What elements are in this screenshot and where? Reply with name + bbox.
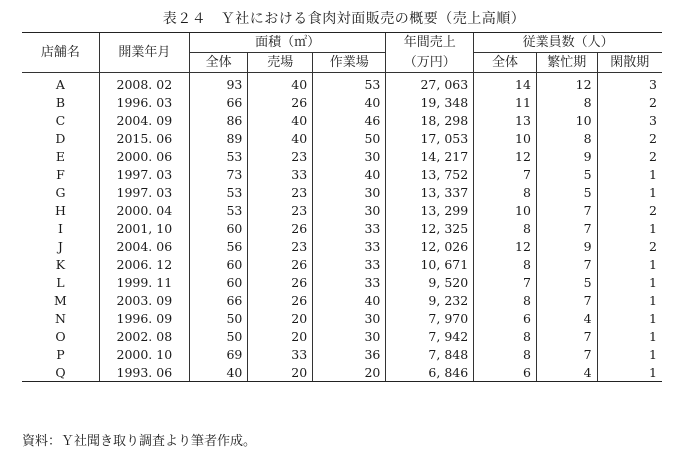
cell-staff-total: 8 (474, 291, 537, 309)
cell-sales: 6, 846 (386, 363, 474, 382)
cell-staff-total: 14 (474, 73, 537, 94)
cell-store: G (55, 184, 66, 200)
cell-sales: 13, 337 (386, 183, 474, 201)
cell-opened: 1999. 11 (99, 273, 189, 291)
cell-staff-busy: 7 (536, 219, 597, 237)
table-row (22, 183, 662, 201)
cell-store: L (56, 274, 65, 290)
cell-staff-total: 10 (474, 129, 537, 147)
cell-staff-total: 7 (474, 165, 537, 183)
cell-sales: 7, 942 (386, 327, 474, 345)
cell-opened: 2004. 09 (99, 111, 189, 129)
header-area-shop: 売場 (248, 53, 313, 73)
cell-area-work: 40 (313, 93, 386, 111)
cell-staff-total: 8 (474, 219, 537, 237)
cell-area-work: 40 (313, 291, 386, 309)
header-sales-line2: （万円） (386, 53, 474, 73)
cell-opened: 1997. 03 (99, 183, 189, 201)
cell-staff-total: 12 (474, 147, 537, 165)
cell-staff-total: 8 (474, 183, 537, 201)
cell-store: B (55, 94, 66, 110)
cell-area-shop: 23 (248, 237, 313, 255)
cell-sales: 9, 232 (386, 291, 474, 309)
cell-area-work: 36 (313, 345, 386, 363)
cell-staff-slow: 1 (597, 309, 662, 327)
table-row (22, 273, 662, 291)
table-row (22, 309, 662, 327)
cell-store: A (55, 76, 65, 92)
table-row (22, 363, 662, 382)
cell-staff-slow: 2 (597, 201, 662, 219)
cell-staff-busy: 5 (536, 165, 597, 183)
cell-area-shop: 33 (248, 165, 313, 183)
cell-staff-total: 13 (474, 111, 537, 129)
cell-staff-busy: 4 (536, 309, 597, 327)
cell-store: F (56, 166, 65, 182)
cell-staff-slow: 2 (597, 147, 662, 165)
cell-staff-total: 8 (474, 327, 537, 345)
cell-area-total: 66 (189, 93, 248, 111)
cell-area-total: 60 (189, 273, 248, 291)
header-staff-busy: 繁忙期 (536, 53, 597, 73)
cell-staff-slow: 3 (597, 111, 662, 129)
header-area-group: 面積（㎡） (189, 33, 386, 53)
cell-sales: 27, 063 (386, 73, 474, 94)
cell-staff-busy: 7 (536, 327, 597, 345)
cell-opened: 2004. 06 (99, 237, 189, 255)
cell-area-work: 33 (313, 273, 386, 291)
cell-staff-total: 6 (474, 309, 537, 327)
cell-area-work: 40 (313, 165, 386, 183)
cell-area-total: 50 (189, 309, 248, 327)
cell-area-shop: 26 (248, 93, 313, 111)
cell-opened: 2003. 09 (99, 291, 189, 309)
cell-area-work: 33 (313, 237, 386, 255)
cell-opened: 2001, 10 (99, 219, 189, 237)
cell-staff-slow: 2 (597, 129, 662, 147)
cell-area-total: 60 (189, 219, 248, 237)
cell-area-shop: 40 (248, 129, 313, 147)
cell-area-total: 66 (189, 291, 248, 309)
cell-area-shop: 26 (248, 273, 313, 291)
cell-staff-busy: 4 (536, 363, 597, 382)
cell-area-total: 53 (189, 201, 248, 219)
table-row (22, 165, 662, 183)
header-store: 店舗名 (22, 33, 99, 73)
cell-area-work: 30 (313, 309, 386, 327)
cell-area-total: 53 (189, 183, 248, 201)
cell-area-total: 53 (189, 147, 248, 165)
cell-staff-slow: 1 (597, 327, 662, 345)
cell-staff-busy: 10 (536, 111, 597, 129)
cell-staff-slow: 3 (597, 73, 662, 94)
cell-store: C (55, 112, 66, 128)
header-area-work: 作業場 (313, 53, 386, 73)
cell-opened: 2000. 10 (99, 345, 189, 363)
cell-area-total: 86 (189, 111, 248, 129)
cell-area-work: 30 (313, 327, 386, 345)
cell-staff-total: 12 (474, 237, 537, 255)
cell-staff-busy: 8 (536, 93, 597, 111)
table-row (22, 147, 662, 165)
cell-area-shop: 26 (248, 291, 313, 309)
table-row (22, 327, 662, 345)
cell-sales: 9, 520 (386, 273, 474, 291)
cell-store: Q (22, 363, 99, 382)
cell-staff-busy: 5 (536, 273, 597, 291)
cell-area-total: 50 (189, 327, 248, 345)
table-caption: 表２４ Ｙ社における食肉対面販売の概要（売上高順） (162, 11, 526, 27)
cell-area-work: 30 (313, 147, 386, 165)
cell-opened: 1996. 03 (99, 93, 189, 111)
cell-staff-busy: 7 (536, 345, 597, 363)
cell-area-shop: 26 (248, 219, 313, 237)
table-row (22, 93, 662, 111)
cell-store: K (55, 256, 66, 272)
cell-area-shop: 23 (248, 147, 313, 165)
cell-staff-slow: 1 (597, 345, 662, 363)
cell-area-shop: 20 (248, 363, 313, 382)
cell-staff-slow: 2 (597, 93, 662, 111)
cell-area-work: 46 (313, 111, 386, 129)
cell-area-work: 30 (313, 201, 386, 219)
table-row (22, 73, 662, 94)
cell-staff-total: 6 (474, 363, 537, 382)
cell-area-total: 73 (189, 165, 248, 183)
cell-staff-total: 8 (474, 255, 537, 273)
cell-staff-busy: 7 (536, 291, 597, 309)
cell-area-total: 40 (189, 363, 248, 382)
header-area-total: 全体 (189, 53, 248, 73)
table-body (22, 73, 662, 382)
cell-area-shop: 33 (248, 345, 313, 363)
cell-area-shop: 20 (248, 309, 313, 327)
cell-area-shop: 23 (248, 201, 313, 219)
cell-staff-total: 10 (474, 201, 537, 219)
cell-staff-busy: 7 (536, 201, 597, 219)
table-row (22, 201, 662, 219)
table-row (22, 291, 662, 309)
cell-store: M (54, 292, 67, 308)
cell-store: P (56, 346, 65, 362)
cell-staff-slow: 1 (597, 255, 662, 273)
cell-staff-total: 7 (474, 273, 537, 291)
cell-staff-total: 8 (474, 345, 537, 363)
cell-sales: 7, 848 (386, 345, 474, 363)
cell-staff-busy: 9 (536, 237, 597, 255)
cell-staff-busy: 8 (536, 129, 597, 147)
cell-opened: 1993. 06 (99, 363, 189, 382)
cell-area-total: 93 (189, 73, 248, 94)
header-opened: 開業年月 (99, 33, 189, 73)
cell-sales: 10, 671 (386, 255, 474, 273)
cell-store: J (57, 238, 63, 254)
cell-area-total: 89 (189, 129, 248, 147)
cell-sales: 12, 325 (386, 219, 474, 237)
cell-staff-busy: 12 (536, 73, 597, 94)
cell-opened: 1996. 09 (99, 309, 189, 327)
cell-staff-slow: 1 (597, 273, 662, 291)
table-row (22, 129, 662, 147)
cell-opened: 2015. 06 (99, 129, 189, 147)
cell-area-shop: 40 (248, 111, 313, 129)
cell-sales: 19, 348 (386, 93, 474, 111)
cell-sales: 13, 752 (386, 165, 474, 183)
cell-staff-slow: 1 (597, 183, 662, 201)
cell-area-work: 33 (313, 219, 386, 237)
cell-store: H (54, 202, 66, 218)
table-row (22, 219, 662, 237)
cell-staff-busy: 9 (536, 147, 597, 165)
cell-sales: 12, 026 (386, 237, 474, 255)
sales-table (22, 32, 662, 382)
cell-store: E (55, 148, 65, 164)
header-staff-slow: 閑散期 (597, 53, 662, 73)
table-row (22, 345, 662, 363)
cell-store: N (54, 310, 66, 326)
cell-staff-slow: 1 (597, 363, 662, 382)
cell-staff-slow: 1 (597, 291, 662, 309)
cell-staff-busy: 7 (536, 255, 597, 273)
cell-staff-total: 11 (474, 93, 537, 111)
table-row (22, 111, 662, 129)
cell-opened: 2008. 02 (99, 73, 189, 94)
cell-area-total: 69 (189, 345, 248, 363)
cell-area-total: 56 (189, 237, 248, 255)
cell-sales: 17, 053 (386, 129, 474, 147)
header-staff-total: 全体 (474, 53, 537, 73)
cell-area-work: 30 (313, 183, 386, 201)
cell-store: D (55, 130, 66, 146)
cell-area-shop: 26 (248, 255, 313, 273)
cell-area-total: 60 (189, 255, 248, 273)
cell-staff-busy: 5 (536, 183, 597, 201)
header-staff-group: 従業員数（人） (474, 33, 662, 53)
cell-opened: 2002. 08 (99, 327, 189, 345)
cell-sales: 13, 299 (386, 201, 474, 219)
cell-opened: 2000. 04 (99, 201, 189, 219)
cell-sales: 18, 298 (386, 111, 474, 129)
cell-area-work: 20 (313, 363, 386, 382)
cell-area-shop: 20 (248, 327, 313, 345)
header-sales-line1: 年間売上 (386, 33, 474, 53)
table-row (22, 255, 662, 273)
cell-store: O (55, 328, 66, 344)
cell-opened: 2006. 12 (99, 255, 189, 273)
source-note: 資料：Ｙ社聞き取り調査より筆者作成。 (22, 434, 257, 449)
cell-area-work: 50 (313, 129, 386, 147)
cell-area-shop: 23 (248, 183, 313, 201)
table-row (22, 237, 662, 255)
cell-area-work: 33 (313, 255, 386, 273)
cell-sales: 7, 970 (386, 309, 474, 327)
cell-staff-slow: 1 (597, 165, 662, 183)
cell-opened: 1997. 03 (99, 165, 189, 183)
cell-sales: 14, 217 (386, 147, 474, 165)
cell-opened: 2000. 06 (99, 147, 189, 165)
cell-area-work: 53 (313, 73, 386, 94)
cell-store: I (57, 220, 63, 236)
cell-area-shop: 40 (248, 73, 313, 94)
cell-staff-slow: 2 (597, 237, 662, 255)
cell-staff-slow: 1 (597, 219, 662, 237)
